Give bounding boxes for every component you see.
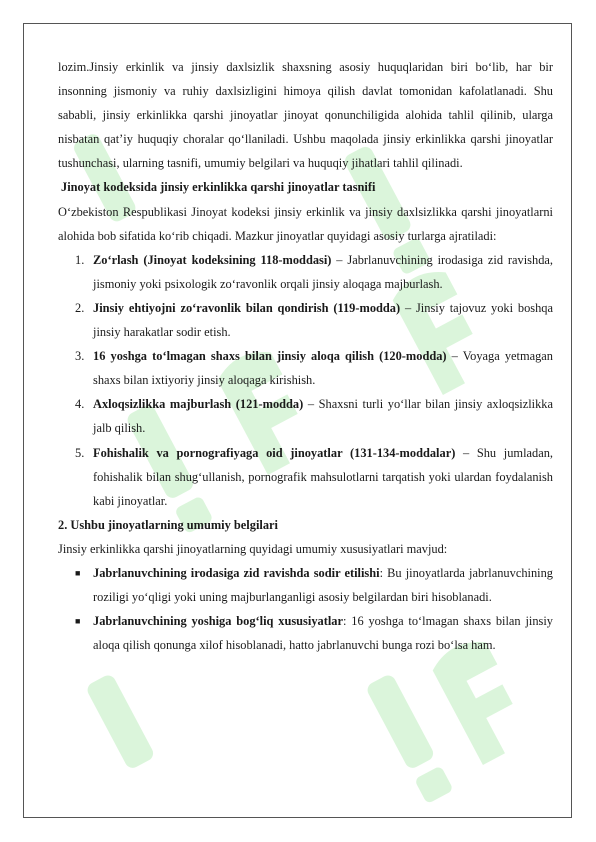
list-number: 1.	[75, 252, 85, 267]
list-item-title: Jabrlanuvchining yoshiga bog‘liq xususiyatlar	[93, 614, 343, 629]
list-item-text: – Voyaga yetmagan shaxs bilan ixtiyoriy jinsiy aloqaga kirishish.	[93, 349, 553, 388]
bullet-list	[58, 561, 553, 657]
section-intro: O‘zbekiston Respublikasi Jinoyat kodeksi jinsiy erkinlik va jinsiy daxlsizlikka qarshi jinoyatlarni alohida bob sifatida ko‘rib chiqadi. Mazkur jinoyatlar quyidagi asosiy turlarga ajratiladi:	[58, 204, 553, 243]
section-heading: 2. Ushbu jinoyatlarning umumiy belgilari	[58, 517, 278, 532]
list-item	[58, 609, 553, 657]
list-item-title: Jabrlanuvchining irodasiga zid ravishda sodir etilishi	[93, 565, 380, 580]
list-item-text: – Jabrlanuvchining irodasiga zid ravishda, jismoniy yoki psixologik zo‘ravonlik orqali jinsiy aloqaga majburlash.	[93, 252, 553, 291]
list-item	[58, 561, 553, 609]
list-number: 5.	[75, 445, 85, 460]
list-number: 3.	[75, 349, 85, 364]
list-item-title: Jinsiy ehtiyojni zo‘ravonlik bilan qondirish (119-modda)	[93, 300, 401, 315]
intro-paragraph: lozim.Jinsiy erkinlik va jinsiy daxlsizlik shaxsning asosiy huquqlaridan biri bo‘lib, har bir insonning jismoniy va ruhiy daxlsizligini himoya qilish davlat tomonidan kafolatlanadi. Shu sababli, jinsiy erkinlikka qarshi jinoyatlar jinoyat qonunchiligida alohida tahlil qilinib, ularga nisbatan qat’iy huquqiy choralar qo‘llaniladi. Ushbu maqolada jinsiy erkinlikka qarshi jinoyatlar tushunchasi, ularning tasnifi, umumiy belgilari va huquqiy jihatlari tahlil qilinadi.	[58, 60, 553, 171]
list-item	[58, 248, 553, 296]
section-heading: Jinoyat kodeksida jinsiy erkinlikka qarshi jinoyatlar tasnifi	[61, 180, 376, 195]
list-item-text: : Bu jinoyatlarda jabrlanuvchining roziligi yo‘qligi yoki uning majburlanganligi asosiy belgilardan biri hisoblanadi.	[93, 565, 553, 605]
list-item	[58, 344, 553, 392]
section-intro: Jinsiy erkinlikka qarshi jinoyatlarning quyidagi umumiy xususiyatlari mavjud:	[58, 541, 448, 556]
list-item	[58, 441, 553, 513]
list-item	[58, 392, 553, 440]
numbered-list	[58, 248, 553, 513]
bullet-icon: ■	[75, 616, 81, 627]
list-number: 4.	[75, 397, 85, 412]
list-item-text: – Shu jumladan, fohishalik bilan shug‘ullanish, pornografik mahsulotlarni tarqatish yoki ulardan foydalanish kabi jinoyatlar.	[93, 445, 553, 508]
list-item-text: : 16 yoshga to‘lmagan shaxs bilan jinsiy aloqa qilish qonunga xilof hisoblanadi, hatto jabrlanuvchi bunga rozi bo‘lsa ham.	[93, 614, 553, 653]
document-body	[58, 55, 553, 657]
list-item-title: Fohishalik va pornografiyaga oid jinoyatlar (131-134-moddalar)	[93, 445, 456, 460]
list-number: 2.	[75, 300, 85, 315]
list-item-title: 16 yoshga to‘lmagan shaxs bilan jinsiy aloqa qilish (120-modda)	[93, 349, 447, 364]
list-item-text: – Jinsiy tajovuz yoki boshqa jinsiy harakatlar sodir etish.	[93, 300, 553, 340]
list-item-text: – Shaxsni turli yo‘llar bilan jinsiy axloqsizlikka jalb qilish.	[93, 397, 553, 436]
list-item-title: Zo‘rlash (Jinoyat kodeksining 118-moddasi)	[93, 252, 332, 267]
list-item	[58, 296, 553, 344]
list-item-title: Axloqsizlikka majburlash (121-modda)	[93, 397, 304, 412]
bullet-icon: ■	[75, 567, 81, 578]
